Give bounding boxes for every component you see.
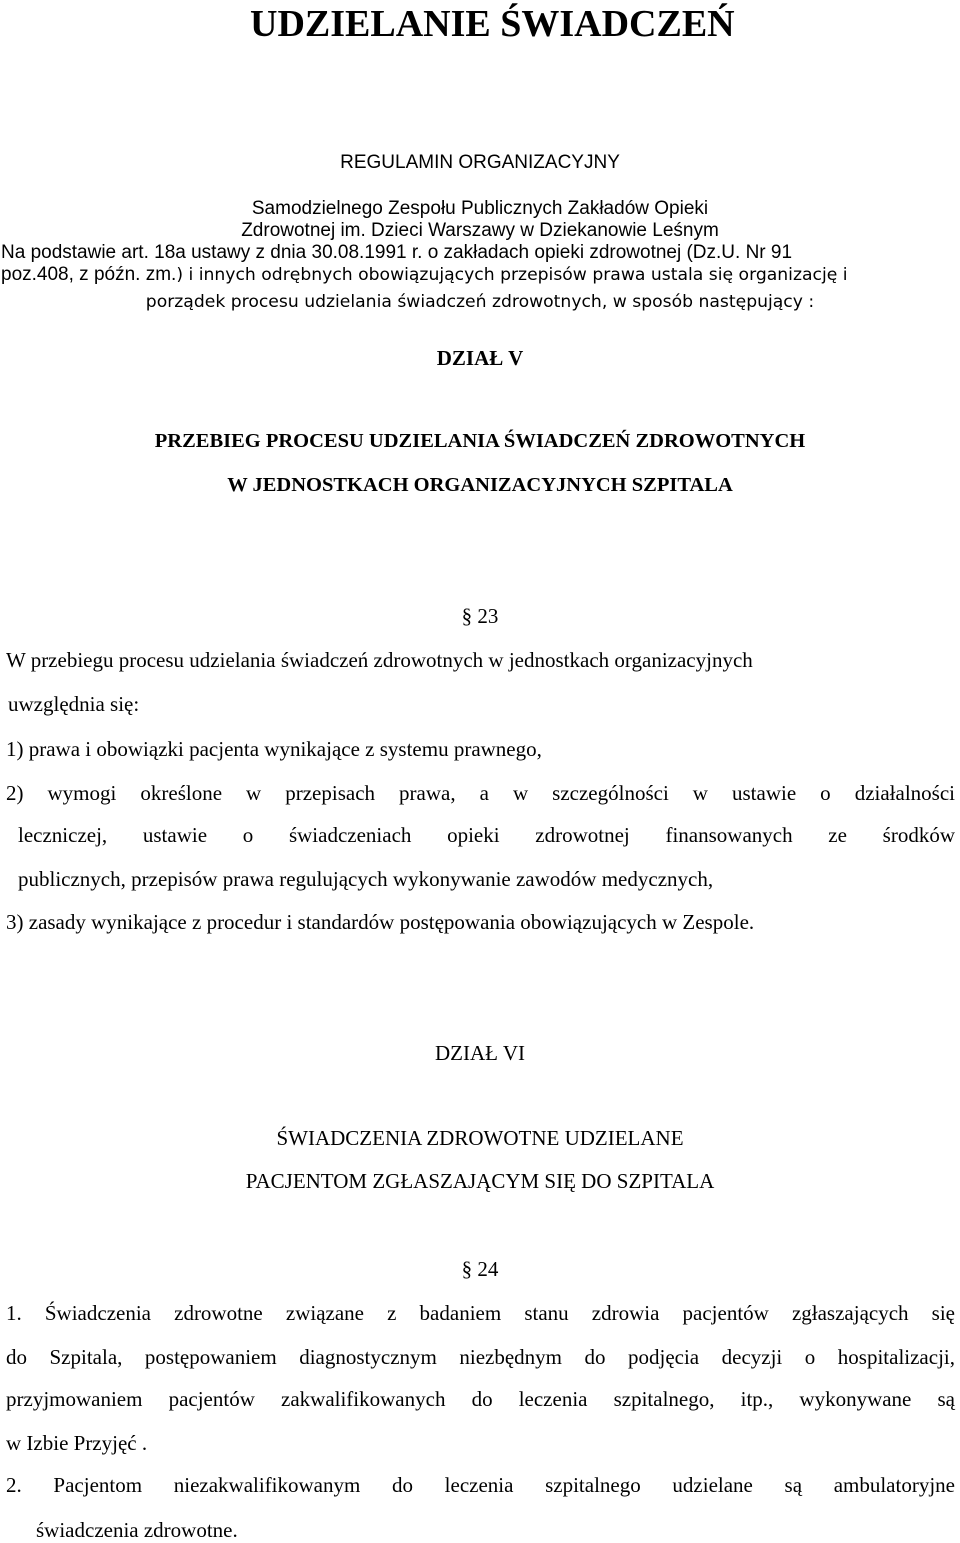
- section-23-line: 3) zasady wynikające z procedur i standardów postępowania obowiązujących w Zespole.: [6, 910, 755, 934]
- intro-line: Na podstawie art. 18a ustawy z dnia 30.08.1991 r. o zakładach opieki zdrowotnej (Dz.U. Nr 91: [1, 242, 793, 263]
- intro-citation: poz.408, z późn. zm.: [1, 264, 177, 285]
- dzial-vi-subheading: PACJENTOM ZGŁASZAJĄCYM SIĘ DO SZPITALA: [245, 1169, 715, 1193]
- regulamin-heading: REGULAMIN ORGANIZACYJNY: [340, 152, 620, 173]
- dzial-vi-subheading: ŚWIADCZENIA ZDROWOTNE UDZIELANE: [276, 1126, 684, 1150]
- section-23-line: 2) wymogi określone w przepisach prawa, a w szczególności w ustawie o działalności: [6, 781, 955, 805]
- section-23-line: uwzględnia się:: [8, 692, 140, 716]
- dzial-v-heading: DZIAŁ V: [436, 346, 524, 370]
- section-23-line: W przebiegu procesu udzielania świadczeń zdrowotnych w jednostkach organizacyjnych: [6, 648, 753, 672]
- dzial-v-subheading: PRZEBIEG PROCESU UDZIELANIA ŚWIADCZEŃ ZDROWOTNYCH: [154, 430, 806, 452]
- intro-line: Samodzielnego Zespołu Publicznych Zakładów Opieki: [251, 198, 709, 219]
- section-24-line: świadczenia zdrowotne.: [36, 1518, 238, 1542]
- section-23-line: publicznych, przepisów prawa regulujących wykonywanie zawodów medycznych,: [18, 867, 714, 891]
- intro-line: Zdrowotnej im. Dzieci Warszawy w Dziekanowie Leśnym: [241, 220, 719, 241]
- section-24-number: § 24: [461, 1257, 499, 1281]
- dzial-vi-heading: DZIAŁ VI: [434, 1041, 525, 1065]
- section-23-line: leczniczej, ustawie o świadczeniach opieki zdrowotnej finansowanych ze środków: [18, 823, 955, 847]
- intro-line-wrapped: [1, 264, 848, 286]
- page-title: UDZIELANIE ŚWIADCZEŃ: [250, 3, 735, 45]
- section-24-line: w Izbie Przyjęć .: [6, 1431, 148, 1455]
- section-24-line: do Szpitala, postępowaniem diagnostycznym niezbędnym do podjęcia decyzji o hospitalizacji,: [6, 1345, 955, 1369]
- section-24-line: 1. Świadczenia zdrowotne związane z badaniem stanu zdrowia pacjentów zgłaszających się: [6, 1301, 955, 1325]
- section-23-line: 1) prawa i obowiązki pacjenta wynikające z systemu prawnego,: [6, 737, 542, 761]
- section-24-line: przyjmowaniem pacjentów zakwalifikowanych do leczenia szpitalnego, itp., wykonywane są: [6, 1387, 955, 1411]
- intro-line: porządek procesu udzielania świadczeń zdrowotnych, w sposób następujący :: [145, 292, 815, 312]
- section-24-line: 2. Pacjentom niezakwalifikowanym do leczenia szpitalnego udzielane są ambulatoryjne: [6, 1473, 955, 1497]
- dzial-v-subheading: W JEDNOSTKACH ORGANIZACYJNYCH SZPITALA: [227, 474, 733, 496]
- section-23-number: § 23: [461, 604, 499, 628]
- intro-continuation: ) i innych odrębnych obowiązujących przepisów prawa ustala się organizację i: [176, 265, 848, 285]
